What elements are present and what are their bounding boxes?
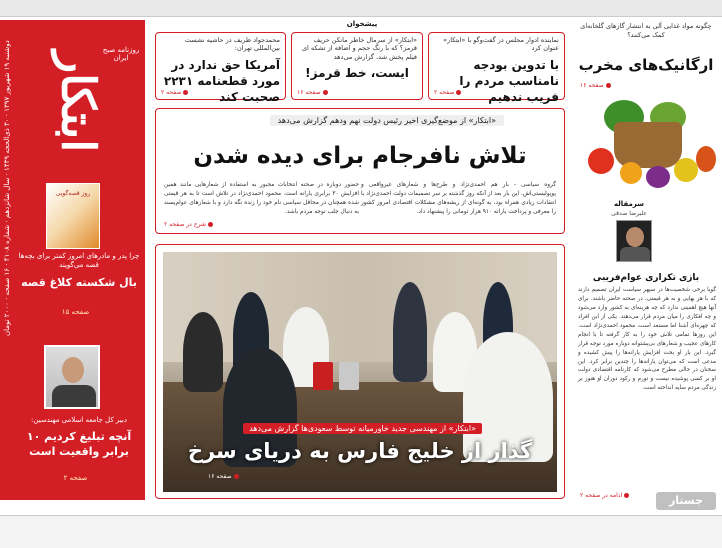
page-marker-icon	[323, 90, 328, 95]
photo-headline[interactable]: گذار از خلیج فارس به دریای سرخ	[187, 439, 533, 463]
top-story-title[interactable]: ایست، خط قرمز!	[305, 66, 409, 81]
book-cover-title: روز قصه‌گویی	[55, 190, 91, 197]
photo-kicker: «ابتکار» از مهندسی جدید خاورمیانه توسط سعودی‌ها گزارش می‌دهد	[243, 423, 482, 434]
top-story-page: صفحه ۲	[434, 89, 461, 96]
basket-shape	[614, 122, 682, 168]
lead-text-left: حضور دوباره در صحنه انتخابات مجبور به استفاده از شعارهایی مانند همین افزایش ۳۰ برابری یارانه است. محمود احمدی‌نژاد در تلاش است تا به هر قیمتی شده همچنان در محافل سیاسی نام خود را زنده نگه دارد و با شعارهای عوام‌پسند به دنبال جلب توجه مردم باشد.	[164, 182, 359, 215]
photo-figure	[183, 312, 223, 392]
photo-story[interactable]	[155, 244, 565, 499]
tomato-shape	[588, 148, 614, 174]
masthead-story2-page: صفحه ۲	[18, 474, 140, 482]
page-marker-icon	[624, 493, 629, 498]
right-kicker: چگونه مواد غذایی آلی به انتشار گازهای گلخانه‌ای کمک می‌کنند؟	[580, 22, 712, 39]
masthead-story2-caption: دبیر کل جامعه اسلامی مهندسین:	[31, 416, 127, 424]
right-headline[interactable]: ارگانیک‌های مخرب	[578, 56, 714, 74]
top-story-title[interactable]: آمریکا حق ندارد در مورد قطعنامه ۲۲۳۱ صحبت کند	[163, 57, 280, 105]
portrait-photo	[44, 345, 100, 409]
masthead-date-line: دوشنبه ۱۹ شهریور ۱۳۹۷ · ۳۰ ذی‌الحجه ۱۴۳۹ · سال شانزدهم · شماره ۴۱۰۸ · ۱۶ صفحه · ۲۰۰۰ تومان	[3, 40, 11, 336]
right-column	[572, 20, 720, 500]
author-body	[620, 247, 650, 262]
top-story-box-3[interactable]	[155, 32, 286, 105]
page-marker-icon	[89, 476, 94, 481]
portrait-head	[62, 357, 84, 383]
bottom-strip	[0, 516, 722, 548]
photo-flag	[313, 362, 333, 390]
lead-page-ref: شرح در صفحه ۲	[164, 221, 213, 228]
lead-headline[interactable]: تلاش نافرجام برای دیده شدن	[193, 143, 527, 169]
vegetable-basket-image	[574, 92, 718, 198]
portrait-body	[52, 385, 96, 409]
page-marker-icon	[91, 310, 96, 315]
page-marker-icon	[606, 83, 611, 88]
editorial-label: سرمقاله	[613, 200, 645, 208]
eggplant-shape	[646, 166, 670, 188]
top-story-page: صفحه ۱۶	[297, 89, 328, 96]
editorial-author: علیرضا صدقی	[611, 210, 647, 217]
editorial-text: گویا برخی شخصیت‌ها در سپهر سیاست ایران تصمیم دارند که با هر بهایی و به هر قیمتی، در صحنه حاضر باشند. برای آنها هیچ اهمیتی ندارد که چه هزینه‌ای به کشور وارد می‌شود و چه افکاری را میان مردم قرار می‌دهند. یکی از این افراد که چهره‌ای آشنا اما مستعد است، محمود احمدی‌نژاد است. این روزها تمامی تلاش خود را به کار گرفته تا با انجام کارهای عجیب و شعارهای بی‌پشتوانه دوباره مورد توجه قرار گیرد. این بار او بحث افزایش یارانه‌ها را پیش کشیده و مدعی است که می‌توان یارانه‌ها را چندین برابر کرد. این سخنان در حالی مطرح می‌شود که کارنامه اقتصادی دولت او بر کسی پوشیده نیست و تورم و رکود دوران او هنوز بر زندگی مردم سایه انداخته است.	[578, 287, 716, 392]
photo-figure	[393, 282, 427, 382]
top-story-kicker: نماینده ادوار مجلس در گفت‌وگو با «ابتکار» عنوان کرد	[443, 36, 559, 53]
photo-flag	[339, 362, 359, 390]
top-story-kicker: «ابتکار» از سرمال خاطر مانکن حریف قرمز؟ که با رنگ حجم و اضافه از تشکه ای فیلم پخش شد، گزارش می‌دهد	[301, 36, 417, 61]
masthead-story2-title[interactable]: آنچه تبلیغ کردیم ۱۰ برابر واقعیت است	[26, 430, 132, 458]
newspaper-logo: ابتکار	[51, 51, 106, 153]
top-story-page: صفحه ۲	[161, 89, 188, 96]
masthead-story1-caption: چرا پدر و مادرهای امروز کمتر برای بچه‌ها قصه می‌گویند	[18, 252, 140, 270]
lead-kicker: «ابتکار» از موضع‌گیری اخیر رئیس دولت نهم ودهم گزارش می‌دهد	[270, 115, 504, 126]
top-story-title[interactable]: با تدوین بودجه نامناسب مردم را فریب ندهیم	[459, 57, 559, 105]
carrot-shape	[696, 146, 716, 172]
top-story-box-1[interactable]	[428, 32, 565, 105]
editorial-continue: ادامه در صفحه ۲	[580, 492, 629, 499]
section-label: پیشخوان	[330, 20, 394, 32]
page-marker-icon	[234, 474, 239, 479]
photo-page-ref: صفحه ۱۶	[208, 473, 239, 480]
masthead-story1-title[interactable]: بال شکسته کلاغ قصه	[21, 276, 137, 289]
author-head	[626, 227, 644, 247]
page-marker-icon	[456, 90, 461, 95]
top-story-box-2[interactable]	[291, 32, 423, 100]
author-photo	[616, 220, 652, 262]
book-cover-image	[46, 183, 100, 249]
lead-text-right: گروه سیاسی - بار هم احمدی‌نژاد و طرح‌ها و شعارهای غیرواقعی و پوپولیستی‌اش. این بار بعد از آنکه روز گذشته بر سر تصمیمات دولت احمدی‌نژاد با انتقادات زیادی همراه بود، به گونه‌ای از ریشه‌های مشکلات اقتصادی امروز کشور را معرفی و پرداخت یارانه ۹۱۰ هزار تومانی را پیشنهاد داد.	[361, 182, 556, 215]
page-marker-icon	[208, 222, 213, 227]
top-story-kicker: محمدجواد ظریف در حاشیه نشست بین‌المللی تهران:	[184, 36, 280, 53]
masthead-story1-page: صفحه ۱۵	[18, 308, 140, 316]
page-marker-icon	[183, 90, 188, 95]
lead-story[interactable]	[155, 108, 565, 234]
pepper-shape	[674, 158, 698, 182]
watermark-logo: جستار	[656, 492, 716, 510]
right-page-ref: صفحه ۱۶	[580, 82, 611, 89]
orange-shape	[620, 162, 642, 184]
newspaper-subtitle: روزنامه صبح ایران	[102, 46, 140, 63]
editorial-title[interactable]: بازی تکراری عوام‌فریبی	[592, 273, 700, 283]
